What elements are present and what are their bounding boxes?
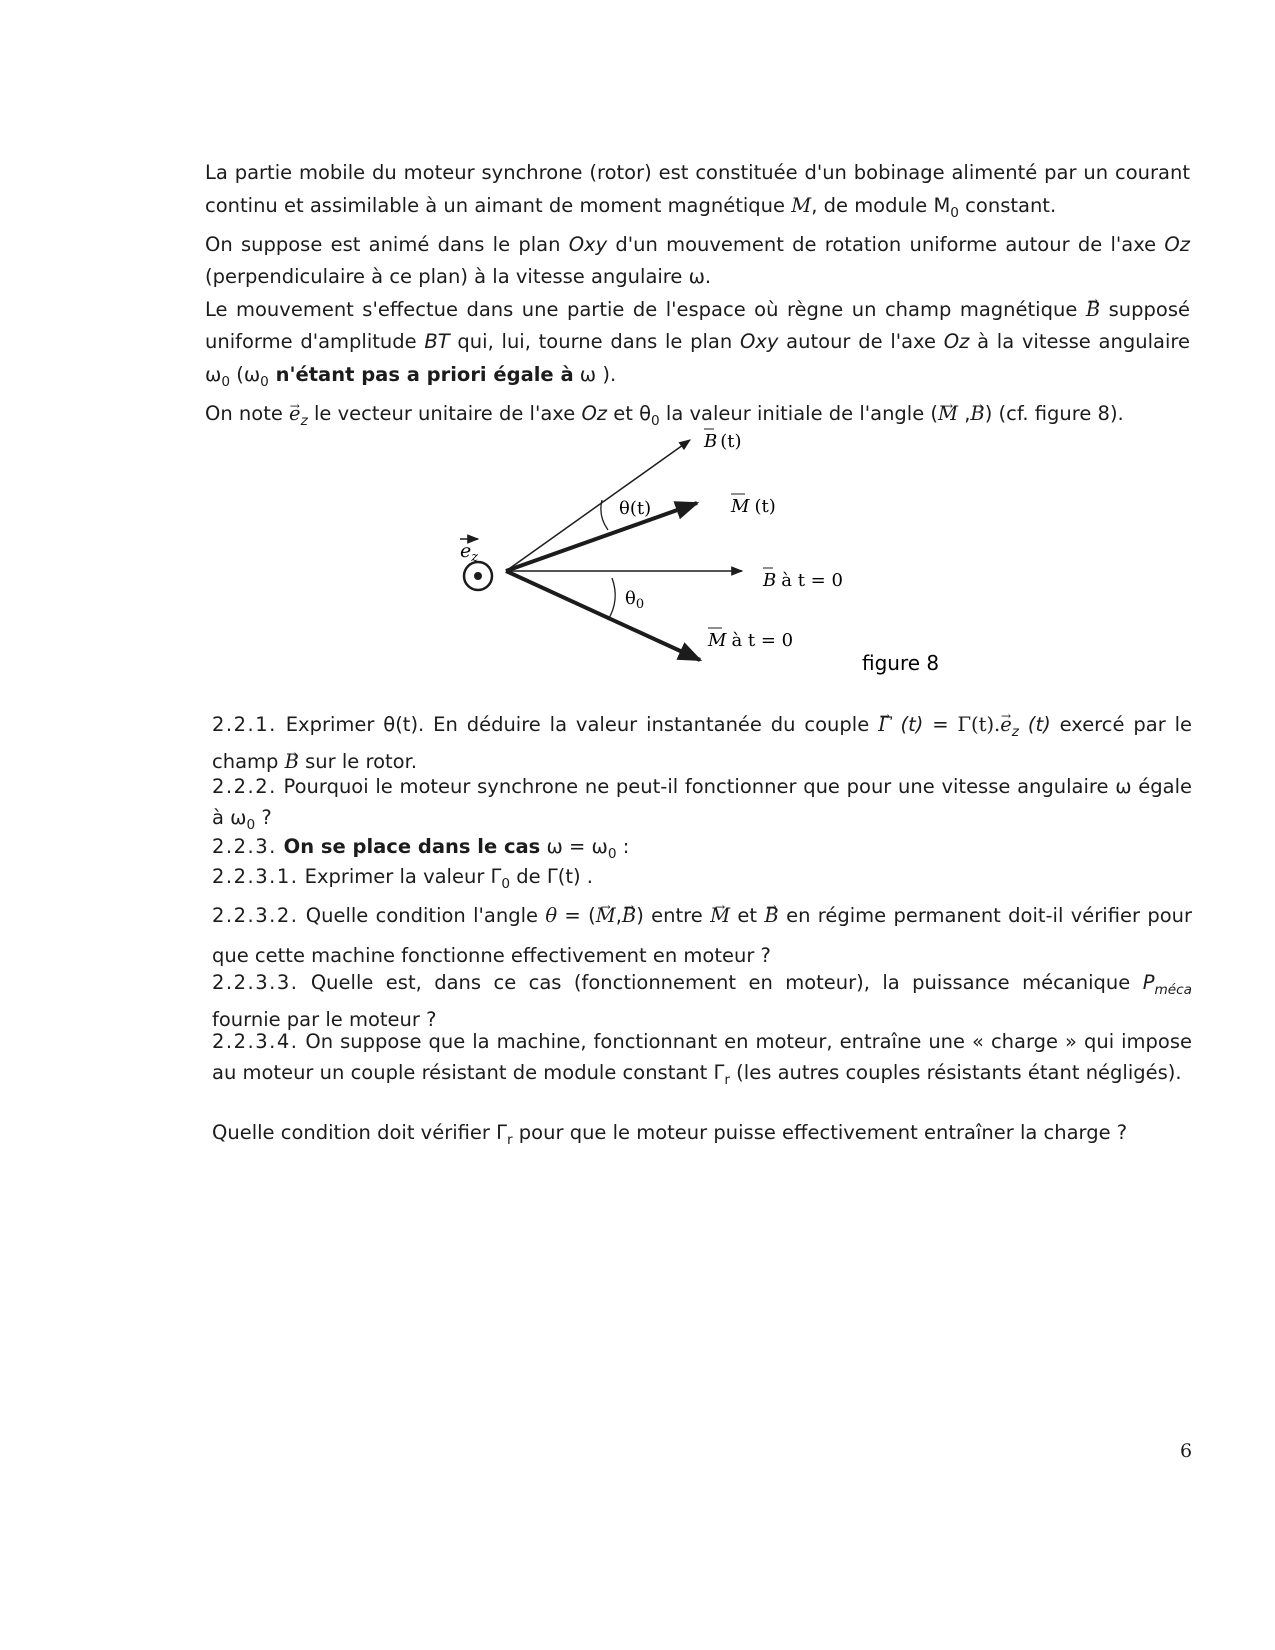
label-B-t: B (t) (704, 431, 742, 452)
question-2-2-3: 2.2.3. On se place dans le cas $\omega = \omega_0$ : (212, 835, 630, 862)
question-2-2-3-3: 2.2.3.3. Quelle est, dans ce cas (fonctionnement en moteur), la puissance mécanique $P_{méca}$ fournie par le moteur ? (212, 971, 1192, 1032)
vector-M-0 (506, 571, 700, 660)
page-number: 6 (1180, 1440, 1193, 1462)
intro-paragraph: La partie mobile du moteur synchrone (rotor) est constituée d'un bobinage alimenté par un courant continu et assimilable à un aimant de moment magnétique M, de module $M_0$ constant. On suppose est animé dans le plan Oxy d'un mouvement de rotation uniforme autour de l'axe Oz (perpendiculaire à ce plan) à la vitesse angulaire ω. Le mouvement s'effectue dans une partie de l'espace où règne un champ magnétique → B supposé uniforme d'amplitude BT qui, lui, tourne dans le plan Oxy autour de l'axe Oz à la vitesse angulaire $\omega_0$ ($\omega_0$ n'étant pas a priori égale à ω ). On note → $e_z$ le vecteur unitaire de l'axe Oz et $\theta_0$ la valeur initiale de l'angle (→ M ,→ B) (cf. figure 8). (205, 157, 1190, 438)
figure-8 (0, 0, 1275, 700)
ez-axis-symbol (460, 539, 492, 590)
vector-B-t (506, 440, 690, 571)
question-final: Quelle condition doit vérifier $\Gamma_r$ pour que le moteur puisse effectivement entraîner la charge ? (212, 1121, 1128, 1148)
question-2-2-3-2: 2.2.3.2. Quelle condition l'angle θ = (→ M,→ B) entre → M et → B en régime permanent doit-il vérifier pour que cette machine fonctionne effectivement en moteur ? (212, 896, 1192, 976)
label-vector-arrows (704, 429, 773, 628)
label-theta-0: $\theta_0$ (625, 588, 645, 612)
angle-arc-theta-t (601, 500, 608, 530)
ez-label: $e_z$ (460, 540, 479, 565)
ez-dot (474, 572, 482, 580)
angle-arc-theta-0 (608, 578, 615, 620)
question-2-2-2: 2.2.2. Pourquoi le moteur synchrone ne peut-il fonctionner que pour une vitesse angulaire ω égale à $\omega_0$ ? (212, 775, 1192, 833)
figure-caption: figure 8 (862, 651, 940, 675)
label-theta-t: θ(t) (619, 498, 652, 519)
label-B-0: B à t = 0 (763, 570, 843, 591)
question-2-2-1: 2.2.1. Exprimer θ(t). En déduire la valeur instantanée du couple → Γ $(t) = \Gamma(t).\to e_z$ (t) exercé par le champ → B sur le rotor. (212, 710, 1192, 778)
label-M-t: M (t) (731, 496, 776, 517)
question-2-2-3-1: 2.2.3.1. Exprimer la valeur $\Gamma_0$ de Γ(t) . (212, 865, 594, 892)
question-2-2-3-4: 2.2.3.4. On suppose que la machine, fonctionnant en moteur, entraîne une « charge » qui impose au moteur un couple résistant de module constant $\Gamma_r$ (les autres couples résistants étant négligés). (212, 1030, 1192, 1088)
label-M-0: M à t = 0 (708, 630, 794, 651)
